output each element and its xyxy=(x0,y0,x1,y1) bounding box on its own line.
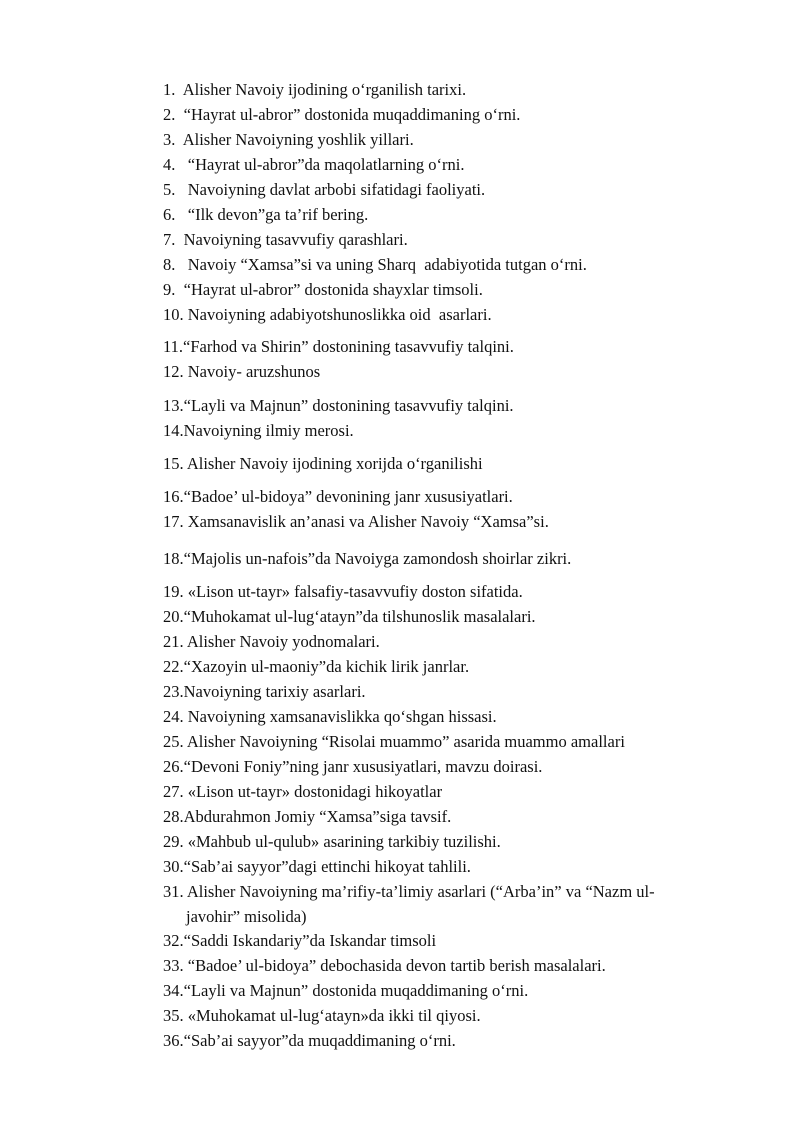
question-item xyxy=(163,302,743,327)
question-text: Alisher Navoiy ijodining xorijda o‘rganilishi xyxy=(186,454,483,473)
question-text: Xamsanavislik an’anasi va Alisher Navoiy “Xamsa”si. xyxy=(187,512,549,531)
question-item xyxy=(163,704,743,729)
question-spacing xyxy=(175,180,187,199)
question-number: 6. xyxy=(163,205,176,224)
question-text: “Saddi Iskandariy”da Iskandar timsoli xyxy=(183,931,437,950)
question-item xyxy=(163,654,743,679)
question-number: 30. xyxy=(163,857,184,876)
question-text: Alisher Navoiyning yoshlik yillari. xyxy=(182,130,414,149)
question-number: 18. xyxy=(163,549,184,568)
question-spacing xyxy=(175,105,183,124)
question-number: 26. xyxy=(163,757,184,776)
question-text-continuation: javohir” misolida) xyxy=(186,907,307,926)
question-number: 3. xyxy=(163,130,176,149)
question-item xyxy=(163,928,743,953)
question-item xyxy=(163,393,743,418)
question-text: Abdurahmon Jomiy “Xamsa”siga tavsif. xyxy=(183,807,452,826)
question-item xyxy=(163,679,743,704)
question-item xyxy=(163,604,743,629)
question-item xyxy=(163,804,743,829)
question-item xyxy=(163,177,743,202)
question-item xyxy=(163,978,743,1003)
question-number: 1. xyxy=(163,80,176,99)
question-number: 16. xyxy=(163,487,184,506)
question-number: 27. xyxy=(163,782,184,801)
question-item xyxy=(163,451,743,476)
question-number: 19. xyxy=(163,582,184,601)
question-spacing xyxy=(175,155,187,174)
question-text: Alisher Navoiy ijodining o‘rganilish tarixi. xyxy=(182,80,467,99)
question-text: “Devoni Foniy”ning janr xususiyatlari, mavzu doirasi. xyxy=(183,757,543,776)
question-item xyxy=(163,334,743,359)
question-text: «Lison ut-tayr» falsafiy-tasavvufiy doston sifatida. xyxy=(187,582,523,601)
question-number: 15. xyxy=(163,454,184,473)
question-number: 33. xyxy=(163,956,184,975)
question-item xyxy=(163,854,743,879)
question-text: “Sab’ai sayyor”dagi ettinchi hikoyat tahlili. xyxy=(183,857,471,876)
question-number: 35. xyxy=(163,1006,184,1025)
question-item xyxy=(163,629,743,654)
question-text: Navoiyning tasavvufiy qarashlari. xyxy=(183,230,408,249)
question-text: “Badoe’ ul-bidoya” debochasida devon tartib berish masalalari. xyxy=(187,956,606,975)
question-number: 23. xyxy=(163,682,184,701)
question-item xyxy=(163,227,743,252)
question-spacing xyxy=(175,130,182,149)
question-text: Navoiy “Xamsa”si va uning Sharq adabiyotida tutgan o‘rni. xyxy=(187,255,587,274)
question-text: «Mahbub ul-qulub» asarining tarkibiy tuzilishi. xyxy=(187,832,501,851)
question-number: 17. xyxy=(163,512,184,531)
question-text: Navoiyning xamsanavislikka qo‘shgan hissasi. xyxy=(187,707,497,726)
question-item xyxy=(163,359,743,384)
question-number: 12. xyxy=(163,362,184,381)
question-text: “Layli va Majnun” dostonining tasavvufiy talqini. xyxy=(183,396,514,415)
question-text: «Lison ut-tayr» dostonidagi hikoyatlar xyxy=(187,782,443,801)
question-number: 21. xyxy=(163,632,184,651)
question-number: 5. xyxy=(163,180,176,199)
question-number: 9. xyxy=(163,280,176,299)
question-spacing xyxy=(175,280,183,299)
question-number: 13. xyxy=(163,396,184,415)
question-item xyxy=(163,579,743,604)
question-item xyxy=(163,1003,743,1028)
question-text: “Badoe’ ul-bidoya” devonining janr xususiyatlari. xyxy=(183,487,513,506)
question-item xyxy=(163,729,743,754)
question-number: 2. xyxy=(163,105,176,124)
question-text: Alisher Navoiyning ma’rifiy-ta’limiy asarlari (“Arba’in” va “Nazm ul- xyxy=(186,882,655,901)
question-text: Alisher Navoiyning “Risolai muammo” asarida muammo amallari xyxy=(186,732,625,751)
question-text: “Farhod va Shirin” dostonining tasavvufiy talqini. xyxy=(183,337,514,356)
question-item xyxy=(163,779,743,804)
question-item xyxy=(163,546,743,571)
question-number: 7. xyxy=(163,230,176,249)
question-text: Navoiyning ilmiy merosi. xyxy=(183,421,354,440)
question-text: “Layli va Majnun” dostonida muqaddimaning o‘rni. xyxy=(183,981,529,1000)
question-item xyxy=(163,953,743,978)
question-text: Alisher Navoiy yodnomalari. xyxy=(186,632,380,651)
question-number: 20. xyxy=(163,607,184,626)
question-item xyxy=(163,202,743,227)
question-item xyxy=(163,509,743,534)
question-text: “Hayrat ul-abror” dostonida muqaddimaning o‘rni. xyxy=(183,105,521,124)
question-item xyxy=(163,754,743,779)
question-text: “Hayrat ul-abror” dostonida shayxlar timsoli. xyxy=(183,280,483,299)
question-number: 29. xyxy=(163,832,184,851)
question-number: 11. xyxy=(163,337,184,356)
question-text: “Hayrat ul-abror”da maqolatlarning o‘rni. xyxy=(187,155,465,174)
question-item xyxy=(163,484,743,509)
question-number: 25. xyxy=(163,732,184,751)
question-number: 14. xyxy=(163,421,184,440)
question-item xyxy=(163,829,743,854)
question-number: 36. xyxy=(163,1031,184,1050)
question-text: Navoiyning tarixiy asarlari. xyxy=(183,682,366,701)
question-text: Navoiyning adabiyotshunoslikka oid asarlari. xyxy=(187,305,492,324)
question-spacing xyxy=(175,255,187,274)
question-item xyxy=(163,277,743,302)
question-text: “Sab’ai sayyor”da muqaddimaning o‘rni. xyxy=(183,1031,456,1050)
question-text: “Muhokamat ul-lug‘atayn”da tilshunoslik masalalari. xyxy=(183,607,536,626)
question-number: 22. xyxy=(163,657,184,676)
question-text: “Xazoyin ul-maoniy”da kichik lirik janrlar. xyxy=(183,657,470,676)
question-text: “Majolis un-nafois”da Navoiyga zamondosh shoirlar zikri. xyxy=(183,549,572,568)
question-item xyxy=(163,418,743,443)
question-number: 10. xyxy=(163,305,184,324)
question-spacing xyxy=(175,230,183,249)
question-item xyxy=(163,77,743,102)
question-number: 34. xyxy=(163,981,184,1000)
question-item xyxy=(163,879,743,929)
question-item xyxy=(163,152,743,177)
question-spacing xyxy=(175,80,182,99)
question-text: Navoiyning davlat arbobi sifatidagi faoliyati. xyxy=(187,180,486,199)
question-number: 24. xyxy=(163,707,184,726)
question-number: 28. xyxy=(163,807,184,826)
question-item xyxy=(163,127,743,152)
question-item xyxy=(163,1028,743,1053)
question-text: “Ilk devon”ga ta’rif bering. xyxy=(187,205,369,224)
question-text: «Muhokamat ul-lug‘atayn»da ikki til qiyosi. xyxy=(187,1006,481,1025)
question-item xyxy=(163,252,743,277)
question-item xyxy=(163,102,743,127)
question-spacing xyxy=(175,205,187,224)
question-text: Navoiy- aruzshunos xyxy=(187,362,321,381)
question-number: 32. xyxy=(163,931,184,950)
question-number: 8. xyxy=(163,255,176,274)
question-number: 4. xyxy=(163,155,176,174)
question-number: 31. xyxy=(163,882,184,901)
